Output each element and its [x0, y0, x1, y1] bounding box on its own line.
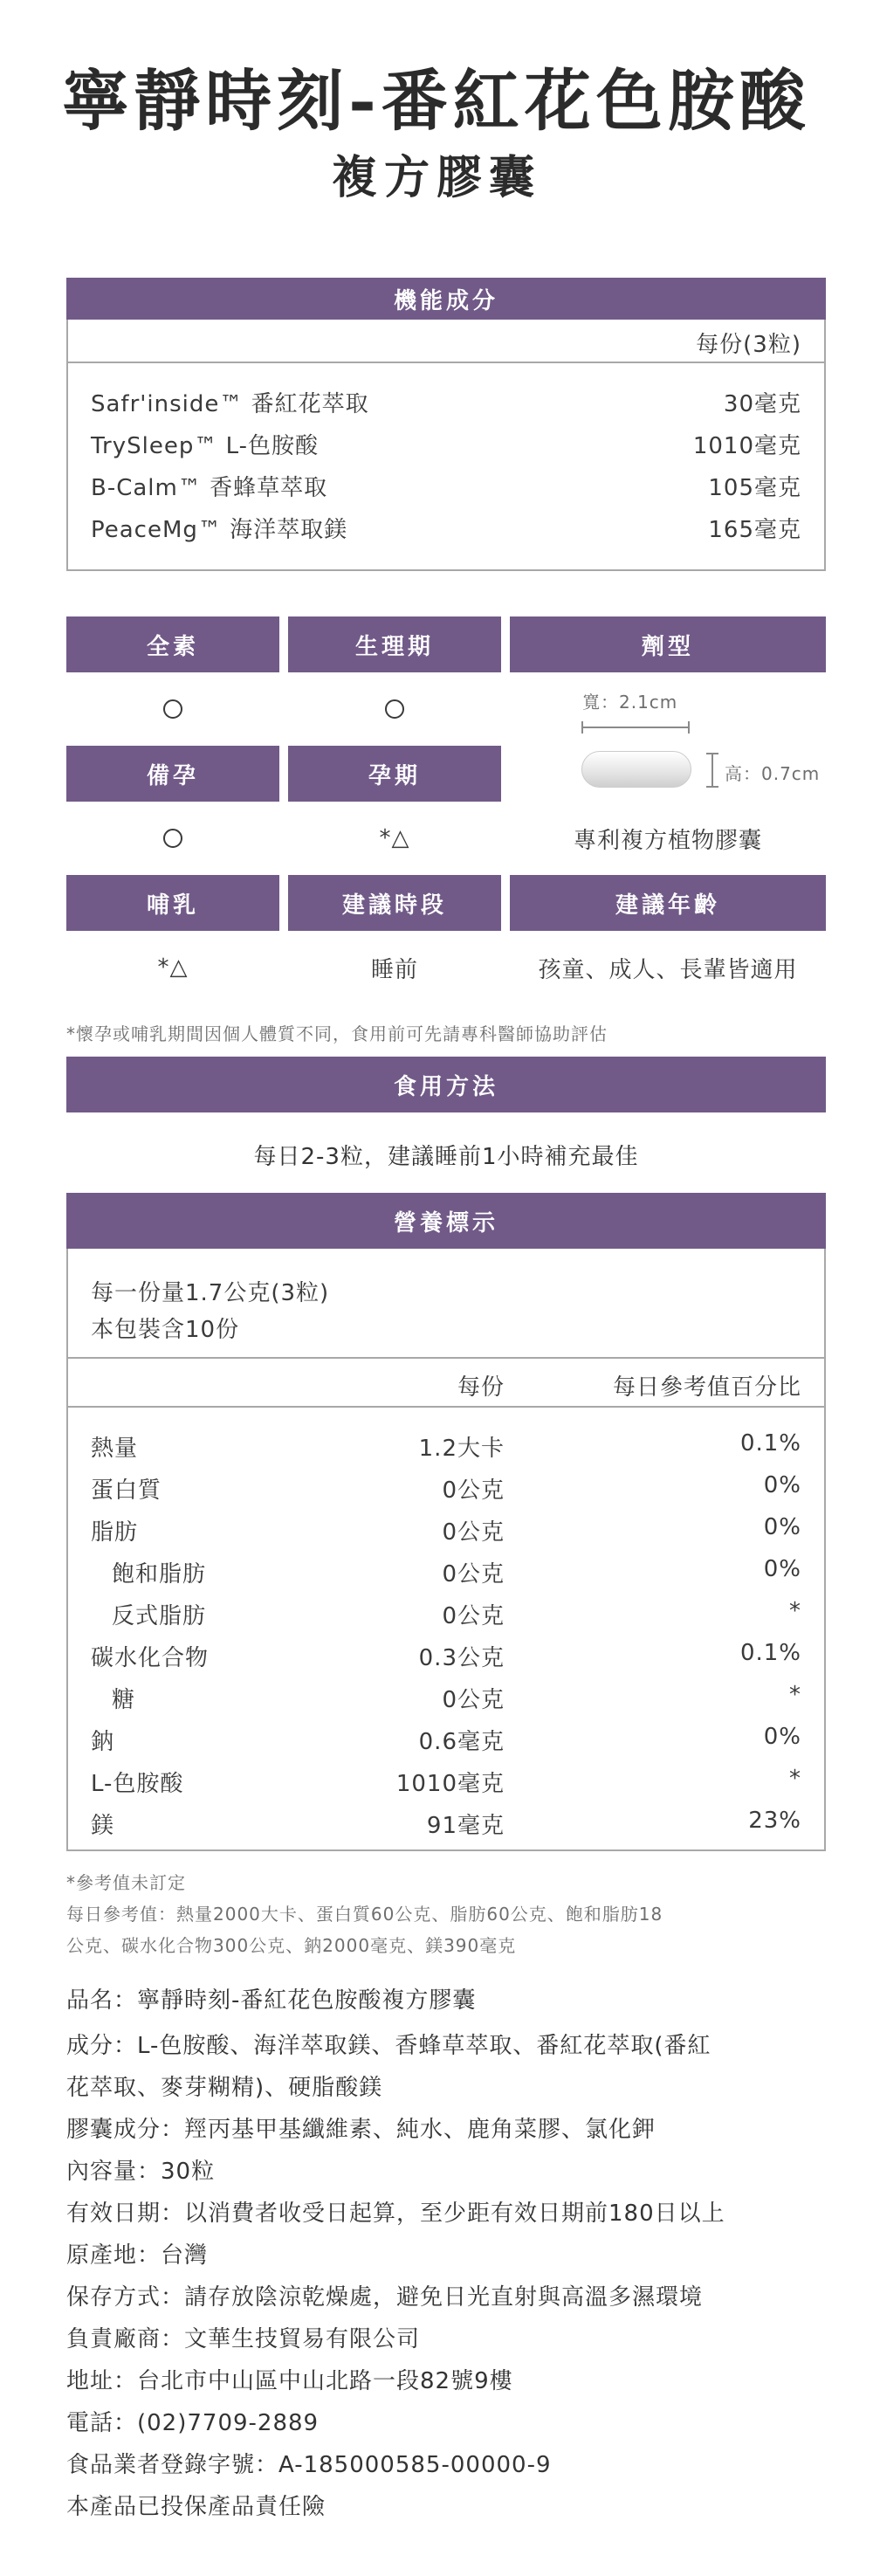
ingredient-name: Safr'inside™ 番紅花萃取 — [91, 391, 369, 417]
servings-per-package: 本包裝含10份 — [91, 1317, 240, 1343]
ingredient-row — [91, 428, 801, 460]
per-serving-label: 每份(3粒) — [696, 332, 801, 358]
nutrient-daily-value: * — [789, 1598, 801, 1624]
nutrient-name: 鈉 — [91, 1729, 115, 1755]
nutrition-table — [66, 1249, 826, 1851]
nutrient-name: 脂肪 — [91, 1519, 139, 1546]
capsule-height-tick-top — [706, 753, 718, 754]
manufacturer-line: 負責廠商：文華生技貿易有限公司 — [66, 2326, 421, 2352]
daily-reference-note-cont: 公克、碳水化合物300公克、鈉2000毫克、鎂390毫克 — [66, 1935, 517, 1956]
nutrient-name: 糖 — [112, 1687, 136, 1713]
nutrient-daily-value: 0.1% — [739, 1640, 801, 1666]
vegan-header: 全素 — [66, 616, 279, 672]
phone-line: 電話：(02)7709-2889 — [66, 2410, 320, 2436]
breastfeeding-header: 哺乳 — [66, 875, 279, 931]
ingredients-line-cont: 花萃取、麥芽糊精)、硬脂酸鎂 — [66, 2075, 383, 2101]
capsule-height-tick-bottom — [706, 786, 718, 788]
registration-line: 食品業者登錄字號：A-185000585-00000-9 — [66, 2452, 552, 2478]
ingredient-amount: 165毫克 — [708, 517, 801, 543]
ingredient-amount: 30毫克 — [723, 391, 801, 417]
nutrient-daily-value: 0% — [763, 1556, 801, 1582]
pre-pregnancy-header: 備孕 — [66, 746, 279, 802]
nutrition-row — [68, 1549, 824, 1591]
nutrient-daily-value: * — [789, 1766, 801, 1792]
nutrient-name: 蛋白質 — [91, 1477, 162, 1504]
product-name-line: 品名：寧靜時刻-番紅花色胺酸複方膠囊 — [66, 1987, 477, 2014]
ingredient-amount: 1010毫克 — [692, 433, 801, 459]
suggested-time-header: 建議時段 — [288, 875, 501, 931]
nutrient-name: 飽和脂肪 — [112, 1561, 207, 1588]
nutrient-per-serving: 0公克 — [442, 1603, 505, 1629]
nutrient-daily-value: * — [789, 1682, 801, 1708]
product-title: 寧靜時刻-番紅花色胺酸 — [62, 62, 811, 140]
menstrual-header: 生理期 — [288, 616, 501, 672]
capsule-ingredients-line: 膠囊成分：羥丙基甲基纖維素、純水、鹿角菜膠、氯化鉀 — [66, 2117, 656, 2143]
ingredient-name: TrySleep™ L-色胺酸 — [91, 433, 320, 459]
net-content-line: 內容量：30粒 — [66, 2159, 216, 2185]
nutrient-name: 碳水化合物 — [91, 1645, 210, 1671]
pre-pregnancy-value — [66, 810, 279, 866]
divider — [68, 1406, 824, 1408]
nutrient-per-serving: 0公克 — [442, 1477, 505, 1504]
serving-size: 每一份量1.7公克(3粒) — [91, 1280, 330, 1306]
expiry-line: 有效日期：以消費者收受日起算，至少距有效日期前180日以上 — [66, 2201, 725, 2227]
vegan-value — [66, 681, 279, 737]
ingredients-header: 機能成分 — [66, 278, 826, 320]
origin-line: 原產地：台灣 — [66, 2242, 209, 2269]
circle-icon — [163, 699, 182, 719]
nutrient-per-serving: 0公克 — [442, 1561, 505, 1588]
nutrition-row — [68, 1633, 824, 1675]
nutrient-per-serving: 1.2大卡 — [418, 1436, 505, 1462]
nutrition-row — [68, 1423, 824, 1465]
nutrition-row — [68, 1801, 824, 1842]
address-line: 地址：台北市中山區中山北路一段82號9樓 — [66, 2368, 513, 2394]
nutrient-daily-value: 0.1% — [739, 1430, 801, 1457]
ingredient-name: PeaceMg™ 海洋萃取鎂 — [91, 517, 348, 543]
pregnancy-footnote: *懷孕或哺乳期間因個人體質不同，食用前可先請專科醫師協助評估 — [66, 1023, 608, 1044]
nutrient-daily-value: 0% — [763, 1724, 801, 1750]
storage-line: 保存方式：請存放陰涼乾燥處，避免日光直射與高溫多濕環境 — [66, 2284, 704, 2311]
pregnancy-value: *△ — [379, 825, 410, 851]
nutrient-per-serving: 91毫克 — [426, 1813, 505, 1839]
divider — [68, 1357, 824, 1359]
nutrition-row — [68, 1759, 824, 1801]
nutrition-row — [68, 1717, 824, 1759]
daily-reference-note: 每日參考值：熱量2000大卡、蛋白質60公克、脂肪60公克、飽和脂肪18 — [66, 1904, 663, 1925]
suggested-time-value: 睡前 — [370, 956, 418, 983]
menstrual-value — [288, 681, 501, 737]
usage-header: 食用方法 — [66, 1057, 826, 1112]
breastfeeding-value: *△ — [157, 954, 189, 981]
nutrient-per-serving: 0.3公克 — [418, 1645, 505, 1671]
nutrient-daily-value: 23% — [748, 1808, 801, 1834]
divider — [68, 362, 824, 363]
nutrient-per-serving: 0公克 — [442, 1519, 505, 1546]
nutrition-row — [68, 1507, 824, 1549]
nutrient-name: 鎂 — [91, 1813, 115, 1839]
ingredients-line: 成分：L-色胺酸、海洋萃取鎂、香蜂草萃取、番紅花萃取(番紅 — [66, 2033, 711, 2059]
column-daily-value: 每日參考值百分比 — [612, 1374, 801, 1401]
nutrition-header: 營養標示 — [66, 1193, 826, 1249]
nutrition-row — [68, 1591, 824, 1633]
ingredient-row — [91, 470, 801, 502]
nutrient-per-serving: 0公克 — [442, 1687, 505, 1713]
ingredient-row — [91, 386, 801, 418]
nutrient-name: L-色胺酸 — [91, 1771, 184, 1797]
column-per-serving: 每份 — [457, 1374, 505, 1401]
nutrient-name: 反式脂肪 — [112, 1603, 207, 1629]
capsule-icon — [581, 751, 691, 788]
nutrient-per-serving: 0.6毫克 — [418, 1729, 505, 1755]
usage-text: 每日2-3粒，建議睡前1小時補充最佳 — [253, 1144, 639, 1170]
suggested-age-value: 孩童、成人、長輩皆適用 — [538, 956, 798, 983]
pregnancy-header: 孕期 — [288, 746, 501, 802]
nutrition-row — [68, 1675, 824, 1717]
nutrient-daily-value: 0% — [763, 1472, 801, 1498]
nutrient-name: 熱量 — [91, 1436, 139, 1462]
ingredient-row — [91, 512, 801, 544]
ingredient-amount: 105毫克 — [708, 475, 801, 501]
ingredient-name: B-Calm™ 香蜂草萃取 — [91, 475, 328, 501]
circle-icon — [385, 699, 404, 719]
nutrient-per-serving: 1010毫克 — [395, 1771, 505, 1797]
capsule-width-tick-left — [581, 721, 583, 734]
ingredients-table — [66, 320, 826, 571]
insurance-line: 本產品已投保產品責任險 — [66, 2494, 327, 2520]
dosage-form-header: 劑型 — [510, 616, 826, 672]
capsule-width-line — [581, 727, 690, 728]
capsule-width-tick-right — [688, 721, 690, 734]
nutrition-row — [68, 1465, 824, 1507]
capsule-type: 專利複方植物膠囊 — [573, 827, 762, 854]
product-subtitle: 複方膠囊 — [331, 151, 541, 204]
circle-icon — [163, 829, 182, 848]
capsule-width-label: 寬：2.1cm — [582, 692, 678, 713]
reference-not-set-note: *參考值未訂定 — [66, 1872, 186, 1893]
nutrient-daily-value: 0% — [763, 1514, 801, 1540]
suggested-age-header: 建議年齡 — [510, 875, 826, 931]
capsule-height-label: 高：0.7cm — [725, 763, 821, 784]
capsule-height-line — [711, 753, 713, 788]
